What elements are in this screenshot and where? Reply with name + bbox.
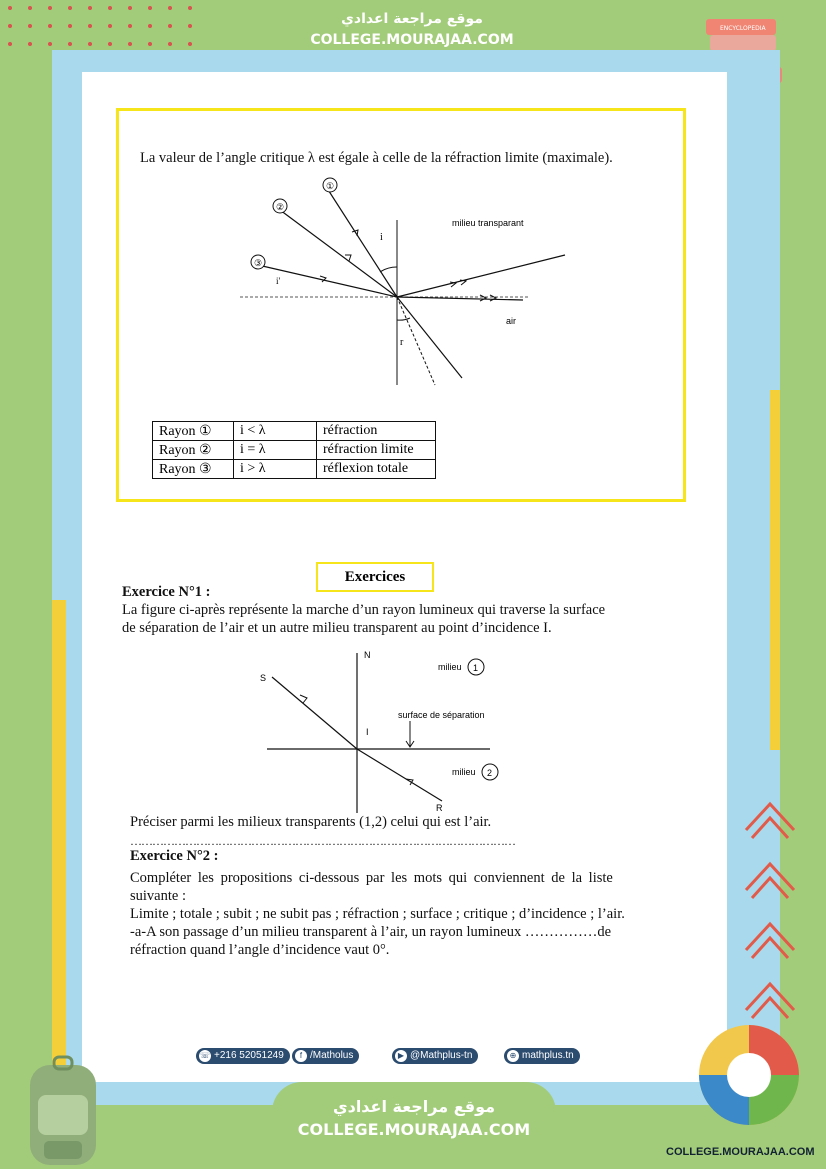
decor-dot (48, 24, 52, 28)
decor-dot (148, 6, 152, 10)
label-S: S (260, 673, 267, 683)
decor-dot (108, 6, 112, 10)
angle-i-label: i (380, 232, 383, 243)
ex1-line1: La figure ci-après représente la marche d’un rayon lumineux qui traverse la surface (122, 602, 606, 618)
whatsapp-icon: ☏ (199, 1051, 210, 1060)
table-cell: réfraction limite (317, 441, 436, 460)
ex2-title: Exercice N°2 : (130, 848, 219, 864)
decor-dot (88, 42, 92, 46)
chevron-up-icon (742, 910, 798, 966)
decor-dot (128, 42, 132, 46)
chevron-up-icon (742, 790, 798, 846)
decor-dot (188, 24, 192, 28)
ray-label: ② (276, 202, 285, 212)
table-row (153, 460, 436, 479)
youtube-icon: ▶ (395, 1050, 407, 1062)
frame-accent-left (52, 600, 66, 1100)
ex2-line4: -a-A son passage d’un milieu transparent à l’air, un rayon lumineux ……………de (130, 924, 612, 940)
decor-dot (128, 6, 132, 10)
social-label: /Matholus (310, 1050, 354, 1061)
table-cell: i = λ (234, 441, 317, 460)
air-label: air (506, 316, 517, 326)
label-I: I (366, 727, 369, 737)
decor-dot (168, 24, 172, 28)
decor-dot (88, 6, 92, 10)
exercises-heading: Exercices (316, 562, 434, 592)
decor-dot (68, 6, 72, 10)
decor-dot (28, 42, 32, 46)
label-R: R (436, 803, 443, 813)
ex1-title: Exercice N°1 : (122, 584, 211, 600)
decor-dot (188, 42, 192, 46)
ex2-line2: suivante : (130, 888, 186, 904)
ex2-line3: Limite ; totale ; subit ; ne subit pas ; réfraction ; surface ; critique ; d’incidence ; l’air. (130, 906, 625, 922)
table-row (153, 441, 436, 460)
angle-r-label: r (400, 337, 404, 348)
exercise-figure (262, 645, 512, 815)
subjects-wheel-icon (694, 1020, 804, 1130)
table-row (153, 422, 436, 441)
decor-dot (28, 6, 32, 10)
decor-dot (88, 24, 92, 28)
ex2-line5: réfraction quand l’angle d’incidence vaut 0°. (130, 942, 390, 958)
ex1-question: Préciser parmi les milieux transparents (1,2) celui qui est l’air. (130, 814, 492, 830)
rays-table (152, 421, 436, 479)
social-label: mathplus.tn (522, 1050, 574, 1061)
decor-dot (168, 6, 172, 10)
frame-accent-right (770, 390, 780, 750)
decor-dot (108, 42, 112, 46)
header-site: COLLEGE.MOURAJAA.COM (310, 32, 514, 48)
decor-dot (188, 6, 192, 10)
decor-dot (48, 42, 52, 46)
chevron-up-icon (742, 850, 798, 906)
decor-dot (128, 24, 132, 28)
footer-site: COLLEGE.MOURAJAA.COM (297, 1120, 531, 1139)
angle-i-prime-label: i' (276, 276, 281, 286)
decor-dot (8, 42, 12, 46)
footer-banner (272, 1082, 556, 1152)
table-cell: i < λ (234, 422, 317, 441)
chevron-up-icon (742, 970, 798, 1026)
medium2-label: milieu (452, 767, 476, 777)
decor-dot (68, 42, 72, 46)
medium1-number: 1 (473, 663, 479, 673)
ray-label: ① (326, 181, 335, 191)
medium1-label: milieu (438, 662, 462, 672)
decor-dot (108, 24, 112, 28)
social-label: @Mathplus-tn (410, 1050, 473, 1061)
backpack-icon (8, 1055, 118, 1169)
lesson-intro: La valeur de l’angle critique λ est égale à celle de la réfraction limite (maximale). (140, 150, 613, 166)
header-arabic: موقع مراجعة اعدادي (341, 11, 483, 27)
refraction-figure (240, 170, 600, 390)
label-N: N (364, 650, 371, 660)
ex1-answer-dots: …………………………………………………………………………………………… (130, 834, 515, 848)
table-cell: réflexion totale (317, 460, 436, 479)
footer-logo-text: COLLEGE.MOURAJAA.COM (666, 1146, 815, 1158)
social-youtube[interactable] (392, 1048, 478, 1064)
facebook-icon: f (295, 1050, 307, 1062)
table-cell: i > λ (234, 460, 317, 479)
decor-dot (28, 24, 32, 28)
decor-dot (8, 6, 12, 10)
decor-dot (148, 24, 152, 28)
social-label: +216 52051249 (214, 1050, 284, 1061)
decor-dot (68, 24, 72, 28)
ex2-line1: Compléter les propositions ci-dessous par les mots qui conviennent de la liste (130, 870, 613, 886)
decor-dot (48, 6, 52, 10)
globe-icon: ⊕ (507, 1050, 519, 1062)
table-cell: réfraction (317, 422, 436, 441)
table-cell: Rayon ② (153, 441, 234, 460)
social-whatsapp[interactable] (196, 1048, 290, 1064)
medium-label: milieu transparant (452, 218, 524, 228)
surface-label: surface de séparation (398, 710, 485, 720)
decor-dot (8, 24, 12, 28)
medium2-number: 2 (487, 768, 493, 778)
social-website[interactable] (504, 1048, 580, 1064)
decor-dot (148, 42, 152, 46)
book-label: ENCYCLOPEDIA (720, 25, 766, 32)
social-facebook[interactable] (292, 1048, 359, 1064)
table-cell: Rayon ③ (153, 460, 234, 479)
decor-dot (168, 42, 172, 46)
table-cell: Rayon ① (153, 422, 234, 441)
ex1-line2: de séparation de l’air et un autre milieu transparent au point d’incidence I. (122, 620, 552, 636)
footer-arabic: موقع مراجعة اعدادي (332, 1097, 496, 1116)
ray-label: ③ (254, 258, 263, 268)
